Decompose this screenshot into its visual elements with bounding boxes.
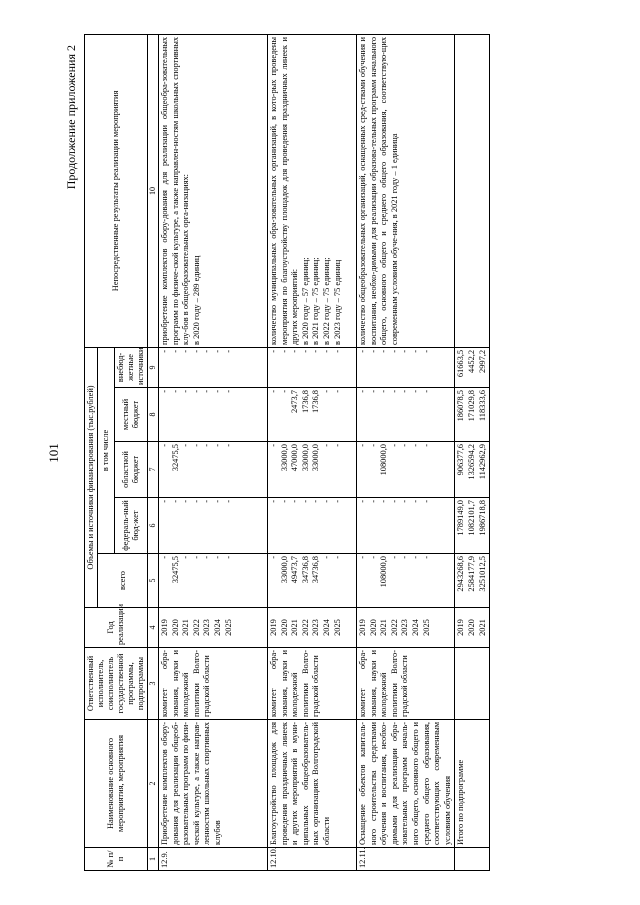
column-number-row xyxy=(148,34,159,870)
column-number: 10 xyxy=(148,34,159,347)
page-number: 101 xyxy=(46,442,61,463)
activity-name: Благоустройство площадок для проведения праздничных линеек и других мероприятий в муни-ципальных общеобразователь-ных организациях Волгоградской области xyxy=(268,719,357,847)
table-row-12-11 xyxy=(357,34,455,870)
extra-budget-amounts: - - - - - - - xyxy=(357,347,455,387)
funding-table xyxy=(84,33,490,870)
executor: комитет обра-зования, науки и молодежной политики Волго-градской области xyxy=(268,647,357,719)
total-extra-budget-amounts: 61663,5 4452,2 2997,2 xyxy=(455,347,490,387)
total-result xyxy=(455,34,490,347)
total-regional-amounts: 906377,6 1326594,2 1142962,9 xyxy=(455,441,490,497)
header-extra: внебюд-жетные источники xyxy=(115,347,148,387)
column-number: 1 xyxy=(148,847,159,870)
row-number: 12.10. xyxy=(268,847,357,870)
column-number: 2 xyxy=(148,719,159,847)
header-funding: Объемы и источники финансирования (тыс.рублей) xyxy=(85,347,98,607)
local-amounts: - - 2473,7 1736,8 1736,8 - - xyxy=(268,387,357,441)
extra-budget-amounts: - - - - - - - xyxy=(159,347,268,387)
row-number: 12.11. xyxy=(357,847,455,870)
activity-name: Приобретение комплектов обору-дования для реализации общеоб-разовательных программ по физи-ческой культуре, а также направ-ленностям школьных спортивных клубов xyxy=(159,719,268,847)
activity-name: Оснащение объектов капиталь-ного строительства средствами обучения и воспитания, необхо-димыми для реализации обра-зовательных программ началь-ного общего, основного общего и среднего общего образования, соответствующих современным условиям обучения xyxy=(357,719,455,847)
column-number: 8 xyxy=(148,387,159,441)
table-row-subprogram-total xyxy=(455,34,490,870)
column-number: 3 xyxy=(148,647,159,719)
total-sum-amounts: 2943268,6 2584177,9 3251012,5 xyxy=(455,553,490,607)
total-row-number xyxy=(455,847,490,870)
column-number: 7 xyxy=(148,441,159,497)
header-regional: областной бюджет xyxy=(115,441,148,497)
total-label: Итого по подпрограмме xyxy=(455,719,490,847)
total-amounts: - - 108000,0 - - - - xyxy=(357,553,455,607)
column-number: 4 xyxy=(148,607,159,647)
header-year: Год реализации xyxy=(85,607,148,647)
executor: комитет обра-зования, науки и молодежной политики Волго-градской области xyxy=(159,647,268,719)
local-amounts: - - - - - - - xyxy=(357,387,455,441)
column-number: 6 xyxy=(148,497,159,553)
total-federal-amounts: 1789149,0 1082101,7 1986718,8 xyxy=(455,497,490,553)
table-row-12-10 xyxy=(268,34,357,870)
expected-result: приобретение комплектов обору-дования для реализации общеобра-зовательных программ по физиче-ской культуре, а также направлен-ностям школьных спортивных клу-бов в общеобразовательных орга-низациях: в 2020 году – 289 единиц xyxy=(159,34,268,347)
header-row-1 xyxy=(85,34,98,870)
header-result: Непосредственные результаты реализации мероприятия xyxy=(85,34,148,347)
executor: комитет обра-зования, науки и молодежной политики Волго-градской области xyxy=(357,647,455,719)
years: 2019 2020 2021 2022 2023 2024 2025 xyxy=(159,607,268,647)
total-local-amounts: 186078,5 171029,8 118333,6 xyxy=(455,387,490,441)
regional-amounts: - - 108000,0 - - - - xyxy=(357,441,455,497)
header-executor: Ответственный исполнитель, соисполнитель государственной программы, подпрограммы xyxy=(85,647,148,719)
header-num: № п/п xyxy=(85,847,148,870)
row-number: 12.9. xyxy=(159,847,268,870)
rotated-page xyxy=(40,23,600,883)
total-years: 2019 2020 2021 xyxy=(455,607,490,647)
header-local: местный бюджет xyxy=(115,387,148,441)
total-executor xyxy=(455,647,490,719)
table-row-12-9 xyxy=(159,34,268,870)
header-name: Наименование основного мероприятия, мероприятия xyxy=(85,719,148,847)
regional-amounts: - 33000,0 47000,0 33000,0 33000,0 - - xyxy=(268,441,357,497)
regional-amounts: - 32475,5 - - - - - xyxy=(159,441,268,497)
expected-result: количество общеобразовательных организаций, оснащенных сред-ствами обучения и воспитания, необхо-димыми для реализации образова-тельных программ начального общего, основного общего и среднего общего образования, соответствую-щих современным условиям обуче-ния, в 2021 году – 1 единица xyxy=(357,34,455,347)
appendix-continuation-note: Продолжение приложения 2 xyxy=(64,44,78,189)
header-federal: федераль-ный бюд-жет xyxy=(115,497,148,553)
expected-result: количество муниципальных обра-зовательных организаций, в кото-рых проведены мероприятия по благоустройству площадок для проведения праздничных линеек и других мероприятий: в 2020 году – 57 единиц; в 2021 году – 75 единиц; в 2022 году – 75 единиц; в 2023 году – 75 единиц xyxy=(268,34,357,347)
federal-amounts: - - - - - - - xyxy=(357,497,455,553)
total-amounts: - 33000,0 49473,7 34736,8 34736,8 - - xyxy=(268,553,357,607)
extra-budget-amounts: - - - - - - - xyxy=(268,347,357,387)
header-total: всего xyxy=(98,553,148,607)
total-amounts: - 32475,5 - - - - - xyxy=(159,553,268,607)
header-including: в том числе xyxy=(98,347,115,553)
column-number: 9 xyxy=(148,347,159,387)
column-number: 5 xyxy=(148,553,159,607)
years: 2019 2020 2021 2022 2023 2024 2025 xyxy=(268,607,357,647)
local-amounts: - - - - - - - xyxy=(159,387,268,441)
federal-amounts: - - - - - - - xyxy=(159,497,268,553)
years: 2019 2020 2021 2022 2023 2024 2025 xyxy=(357,607,455,647)
federal-amounts: - - - - - - - xyxy=(268,497,357,553)
